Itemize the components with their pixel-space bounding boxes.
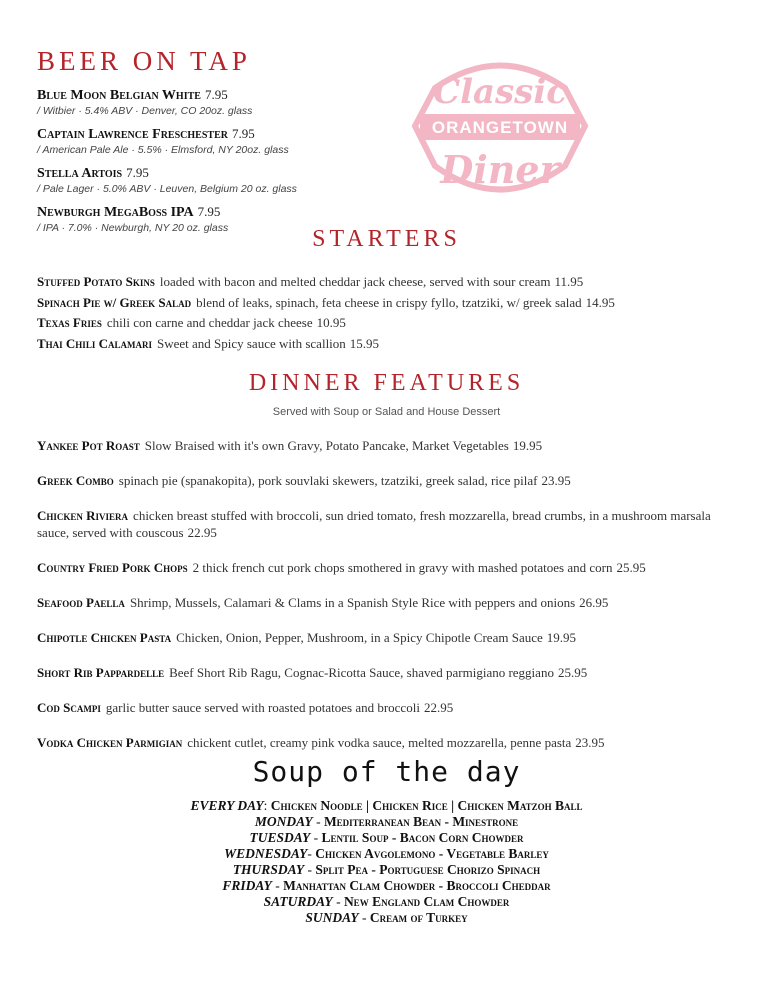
item-description: blend of leaks, spinach, feta cheese in crispy fyllo, tzatziki, w/ greek salad xyxy=(196,294,582,310)
soup-items: Chicken Avgolemono - Vegetable Barley xyxy=(315,846,549,861)
beer-description: / Witbier · 5.4% ABV · Denver, CO 20oz. glass xyxy=(37,105,253,117)
soup-items: Cream of Turkey xyxy=(369,910,468,925)
item-price: 25.95 xyxy=(557,665,588,680)
item-description: Shrimp, Mussels, Calamari & Clams in a Spanish Style Rice with peppers and onions xyxy=(129,595,576,610)
logo-middle-text: ORANGETOWN xyxy=(431,118,569,137)
item-name: Vodka Chicken Parmigian xyxy=(37,735,183,750)
dinner-item xyxy=(37,594,737,611)
dinner-section-title: DINNER FEATURES xyxy=(248,370,525,396)
soup-items: Manhattan Clam Chowder - Broccoli Cheddar xyxy=(283,878,551,893)
item-price: 23.95 xyxy=(541,473,571,488)
dinner-item xyxy=(37,629,737,646)
item-description: garlic butter sauce served with roasted potatoes and broccoli xyxy=(105,700,420,715)
item-name: Country Fried Pork Chops xyxy=(37,560,188,575)
item-name: Greek Combo xyxy=(37,473,114,488)
soup-line xyxy=(0,894,773,910)
item-description: chili con carne and cheddar jack cheese xyxy=(106,315,313,330)
item-name: Texas Fries xyxy=(37,315,102,330)
starters-section-title: STARTERS xyxy=(312,226,461,252)
logo-top-text: Classic xyxy=(433,72,567,112)
beer-item xyxy=(37,162,397,195)
soup-line xyxy=(0,798,773,814)
beer-price: 7.95 xyxy=(126,165,149,180)
item-name: Stuffed Potato Skins xyxy=(37,274,155,289)
soup-separator: - xyxy=(310,830,322,845)
item-description: spinach pie (spanakopita), pork souvlaki skewers, tzatziki, greek salad, rice pilaf xyxy=(118,473,538,488)
item-price: 11.95 xyxy=(554,274,584,289)
soup-items: New England Clam Chowder xyxy=(343,894,510,909)
soup-line xyxy=(0,846,773,862)
soup-items: Lentil Soup - Bacon Corn Chowder xyxy=(321,830,524,845)
soup-list xyxy=(0,798,773,926)
item-price: 22.95 xyxy=(187,525,217,540)
beer-name: Stella Artois xyxy=(37,166,123,181)
beer-list xyxy=(37,84,397,240)
item-description: Beef Short Rib Ragu, Cognac-Ricotta Sauce, shaved parmigiano reggiano xyxy=(169,665,554,680)
logo-bottom-text: Diner xyxy=(440,147,560,192)
soup-items: Split Pea - Portuguese Chorizo Spinach xyxy=(315,862,541,877)
item-description: 2 thick french cut pork chops smothered in gravy with mashed potatoes and corn xyxy=(192,560,613,575)
soup-day: SATURDAY xyxy=(263,894,333,909)
dinner-item xyxy=(37,472,737,489)
beer-item xyxy=(37,123,397,156)
item-name: Spinach Pie w/ Greek Salad xyxy=(37,294,192,310)
soup-line xyxy=(0,878,773,894)
beer-name: Newburgh MegaBoss IPA xyxy=(37,205,194,220)
soup-section-title: Soup of the day xyxy=(252,755,521,788)
beer-description: / IPA · 7.0% · Newburgh, NY 20 oz. glass xyxy=(37,222,229,234)
soup-separator: - xyxy=(304,862,316,877)
item-description: Chicken, Onion, Pepper, Mushroom, in a Spicy Chipotle Cream Sauce xyxy=(176,630,543,645)
soup-day: EVERY DAY xyxy=(190,798,264,813)
dinner-list xyxy=(37,437,737,769)
soup-separator: - xyxy=(332,894,344,909)
soup-day: FRIDAY xyxy=(222,878,272,893)
item-price: 10.95 xyxy=(316,315,346,330)
beer-section-title: BEER ON TAP xyxy=(37,46,251,76)
item-name: Chicken Riviera xyxy=(37,508,129,523)
dinner-item xyxy=(37,734,737,751)
item-name: Short Rib Pappardelle xyxy=(37,665,165,680)
dinner-item xyxy=(37,559,737,576)
dinner-item xyxy=(37,699,737,716)
item-name: Cod Scampi xyxy=(37,700,101,715)
item-price: 19.95 xyxy=(512,438,543,453)
soup-line xyxy=(0,910,773,926)
beer-name: Blue Moon Belgian White xyxy=(37,88,201,103)
soup-day: THURSDAY xyxy=(232,862,305,877)
beer-description: / Pale Lager · 5.0% ABV · Leuven, Belgium 20 oz. glass xyxy=(37,183,297,195)
beer-price: 7.95 xyxy=(197,204,221,219)
dinner-subtitle: Served with Soup or Salad and House Dessert xyxy=(272,406,501,418)
starter-item xyxy=(37,313,757,334)
item-price: 26.95 xyxy=(579,595,609,610)
item-price: 22.95 xyxy=(423,700,454,715)
soup-day: TUESDAY xyxy=(249,830,311,845)
item-description: chicken breast stuffed with broccoli, sun dried tomato, fresh mozzarella, bread crumbs, in a mushroom marsala sauce, served with couscous xyxy=(37,508,711,540)
soup-day: SUNDAY xyxy=(305,910,359,925)
starters-list xyxy=(37,272,757,354)
soup-items: Chicken Noodle | Chicken Rice | Chicken Matzoh Ball xyxy=(270,798,583,813)
starter-item xyxy=(37,293,757,314)
beer-name: Captain Lawrence Freschester xyxy=(37,127,228,142)
diner-logo xyxy=(405,48,595,208)
beer-price: 7.95 xyxy=(204,87,228,102)
starter-item xyxy=(37,334,757,355)
soup-items: Mediterranean Bean - Minestrone xyxy=(323,814,519,829)
beer-description: / American Pale Ale · 5.5% · Elmsford, NY 20oz. glass xyxy=(37,144,289,156)
soup-separator: - xyxy=(312,814,324,829)
soup-separator: - xyxy=(307,846,316,861)
item-price: 19.95 xyxy=(546,630,577,645)
starter-item xyxy=(37,272,757,293)
dinner-item xyxy=(37,437,737,454)
soup-line xyxy=(0,830,773,846)
soup-separator: - xyxy=(358,910,370,925)
item-name: Seafood Paella xyxy=(37,595,125,610)
item-description: Sweet and Spicy sauce with scallion xyxy=(156,335,346,351)
dinner-item xyxy=(37,664,737,681)
soup-line xyxy=(0,862,773,878)
soup-day: WEDNESDAY xyxy=(224,846,308,861)
dinner-item xyxy=(37,507,737,541)
item-price: 23.95 xyxy=(575,735,605,750)
item-description: Slow Braised with it's own Gravy, Potato Pancake, Market Vegetables xyxy=(144,438,509,453)
item-name: Chipotle Chicken Pasta xyxy=(37,630,172,645)
soup-day: MONDAY xyxy=(254,814,313,829)
item-description: chickent cutlet, creamy pink vodka sauce, melted mozzarella, penne pasta xyxy=(187,735,572,750)
item-price: 15.95 xyxy=(349,335,380,351)
item-price: 25.95 xyxy=(616,560,646,575)
item-name: Yankee Pot Roast xyxy=(37,438,140,453)
soup-line xyxy=(0,814,773,830)
beer-price: 7.95 xyxy=(231,126,255,141)
item-description: loaded with bacon and melted cheddar jack cheese, served with sour cream xyxy=(159,274,551,289)
soup-separator: - xyxy=(271,878,284,893)
item-name: Thai Chili Calamari xyxy=(37,335,152,351)
soup-separator: : xyxy=(263,798,271,813)
beer-item xyxy=(37,84,397,117)
item-price: 14.95 xyxy=(585,294,615,310)
